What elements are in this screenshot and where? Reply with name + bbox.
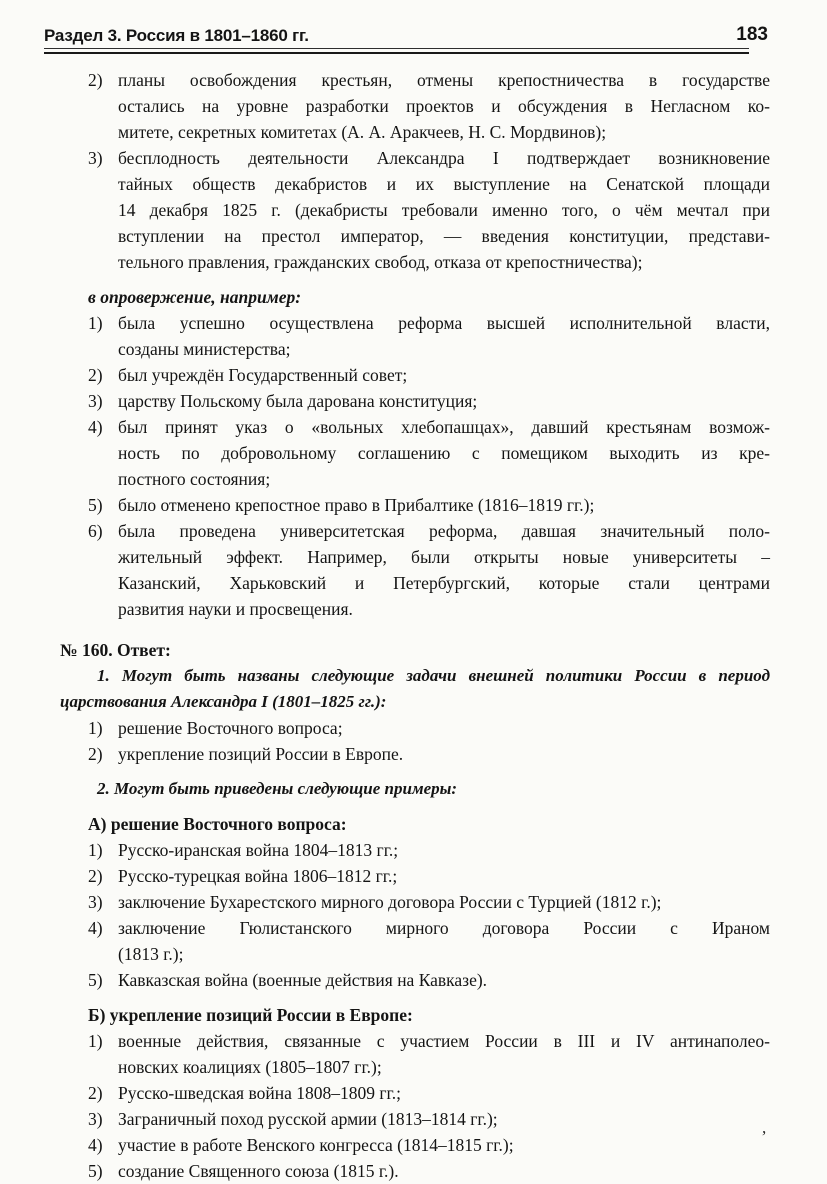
text-line: Б) укрепление позиций России в Европе: bbox=[88, 1005, 413, 1025]
text-line: был принят указ о «вольных хлебопашцах», давший крестьянам возмож- bbox=[118, 417, 770, 437]
list-marker: 3) bbox=[88, 892, 103, 912]
list-item bbox=[60, 518, 770, 622]
text-line: ность по добровольному соглашению с помещиком выходить из кре- bbox=[118, 443, 770, 463]
text-line: создание Священного союза (1815 г.). bbox=[118, 1161, 399, 1181]
list-item bbox=[60, 1106, 770, 1132]
text-line: 14 декабря 1825 г. (декабристы требовали именно того, о чём мечтал при bbox=[118, 200, 770, 220]
page-number: 183 bbox=[736, 24, 768, 45]
header-rule bbox=[44, 48, 749, 54]
list-marker: 3) bbox=[88, 148, 103, 168]
text-line: заключение Гюлистанского мирного договора России с Ираном bbox=[118, 918, 770, 938]
page-header bbox=[44, 24, 768, 46]
text-line: планы освобождения крестьян, отмены крепостничества в государстве bbox=[118, 70, 770, 90]
para-bold-italic bbox=[60, 663, 770, 715]
text-line: (1813 г.); bbox=[118, 944, 184, 964]
list-item bbox=[60, 1158, 770, 1184]
list-marker: 4) bbox=[88, 1135, 103, 1155]
text-line: 1. Могут быть названы следующие задачи внешней политики России в период bbox=[97, 666, 770, 685]
text-line: бесплодность деятельности Александра I подтверждает возникновение bbox=[118, 148, 770, 168]
text-line: Русско-иранская война 1804–1813 гг.; bbox=[118, 840, 399, 860]
scan-artifact-mark: , bbox=[762, 1118, 767, 1137]
list-marker: 1) bbox=[88, 313, 103, 333]
list-item bbox=[60, 145, 770, 275]
para-bold-italic bbox=[60, 776, 770, 802]
text-line: царствования Александра I (1801–1825 гг.): bbox=[60, 692, 387, 711]
text-line: царству Польскому была дарована конституция; bbox=[118, 391, 478, 411]
list-item bbox=[60, 67, 770, 145]
list-marker: 3) bbox=[88, 391, 103, 411]
text-line: было отменено крепостное право в Прибалтике (1816–1819 гг.); bbox=[118, 495, 595, 515]
list-item bbox=[60, 1080, 770, 1106]
list-marker: 4) bbox=[88, 417, 103, 437]
text-line: № 160. Ответ: bbox=[60, 640, 171, 660]
text-line: Заграничный поход русской армии (1813–1814 гг.); bbox=[118, 1109, 498, 1129]
heading-bold-italic bbox=[88, 284, 770, 310]
list-marker: 5) bbox=[88, 970, 103, 990]
text-line: вступлении на престол император, — введения конституции, представи- bbox=[118, 226, 770, 246]
list-item bbox=[60, 388, 770, 414]
list-item bbox=[60, 915, 770, 967]
list-marker: 3) bbox=[88, 1109, 103, 1129]
text-line: Русско-турецкая война 1806–1812 гг.; bbox=[118, 866, 398, 886]
list-marker: 6) bbox=[88, 521, 103, 541]
text-line: военные действия, связанные с участием России в III и IV антинаполео- bbox=[118, 1031, 770, 1051]
text-line: Казанский, Харьковский и Петербургский, которые стали центрами bbox=[118, 573, 770, 593]
list-item bbox=[60, 492, 770, 518]
text-line: митете, секретных комитетах (А. А. Аракчеев, Н. С. Мордвинов); bbox=[118, 122, 607, 142]
list-marker: 5) bbox=[88, 1161, 103, 1181]
list-marker: 1) bbox=[88, 1031, 103, 1051]
text-line: остались на уровне разработки проектов и обсуждения в Негласном ко- bbox=[118, 96, 770, 116]
list-item bbox=[60, 715, 770, 741]
list-marker: 2) bbox=[88, 744, 103, 764]
text-line: постного состояния; bbox=[118, 469, 271, 489]
text-line: в опровержение, например: bbox=[88, 287, 302, 307]
list-item bbox=[60, 889, 770, 915]
text-line: новских коалициях (1805–1807 гг.); bbox=[118, 1057, 382, 1077]
text-line: жительный эффект. Например, были открыты новые университеты – bbox=[118, 547, 770, 567]
heading-bold bbox=[88, 811, 770, 837]
list-item bbox=[60, 741, 770, 767]
text-line: заключение Бухарестского мирного договора России с Турцией (1812 г.); bbox=[118, 892, 662, 912]
list-marker: 2) bbox=[88, 70, 103, 90]
list-marker: 2) bbox=[88, 365, 103, 385]
list-item bbox=[60, 837, 770, 863]
list-item bbox=[60, 967, 770, 993]
text-line: тельного правления, гражданских свобод, отказа от крепостничества); bbox=[118, 252, 643, 272]
text-line: Кавказская война (военные действия на Кавказе). bbox=[118, 970, 488, 990]
list-marker: 5) bbox=[88, 495, 103, 515]
answer-heading bbox=[60, 637, 770, 663]
text-line: созданы министерства; bbox=[118, 339, 291, 359]
text-line: была проведена университетская реформа, давшая значительный поло- bbox=[118, 521, 770, 541]
text-line: был учреждён Государственный совет; bbox=[118, 365, 408, 385]
text-line: Русско-шведская война 1808–1809 гг.; bbox=[118, 1083, 401, 1103]
list-item bbox=[60, 1028, 770, 1080]
heading-bold bbox=[88, 1002, 770, 1028]
list-marker: 1) bbox=[88, 718, 103, 738]
list-item bbox=[60, 414, 770, 492]
text-line: 2. Могут быть приведены следующие примеры: bbox=[97, 779, 458, 798]
list-item bbox=[60, 1132, 770, 1158]
text-line: участие в работе Венского конгресса (1814–1815 гг.); bbox=[118, 1135, 514, 1155]
text-line: А) решение Восточного вопроса: bbox=[88, 814, 347, 834]
text-line: укрепление позиций России в Европе. bbox=[118, 744, 404, 764]
list-marker: 1) bbox=[88, 840, 103, 860]
text-line: тайных обществ декабристов и их выступление на Сенатской площади bbox=[118, 174, 770, 194]
text-line: была успешно осуществлена реформа высшей исполнительной власти, bbox=[118, 313, 770, 333]
text-line: решение Восточного вопроса; bbox=[118, 718, 343, 738]
list-item bbox=[60, 362, 770, 388]
list-item bbox=[60, 863, 770, 889]
section-title: Раздел 3. Россия в 1801–1860 гг. bbox=[44, 26, 309, 45]
list-marker: 4) bbox=[88, 918, 103, 938]
list-marker: 2) bbox=[88, 866, 103, 886]
list-marker: 2) bbox=[88, 1083, 103, 1103]
text-line: развития науки и просвещения. bbox=[118, 599, 353, 619]
content-blocks bbox=[60, 67, 770, 1184]
list-item bbox=[60, 310, 770, 362]
